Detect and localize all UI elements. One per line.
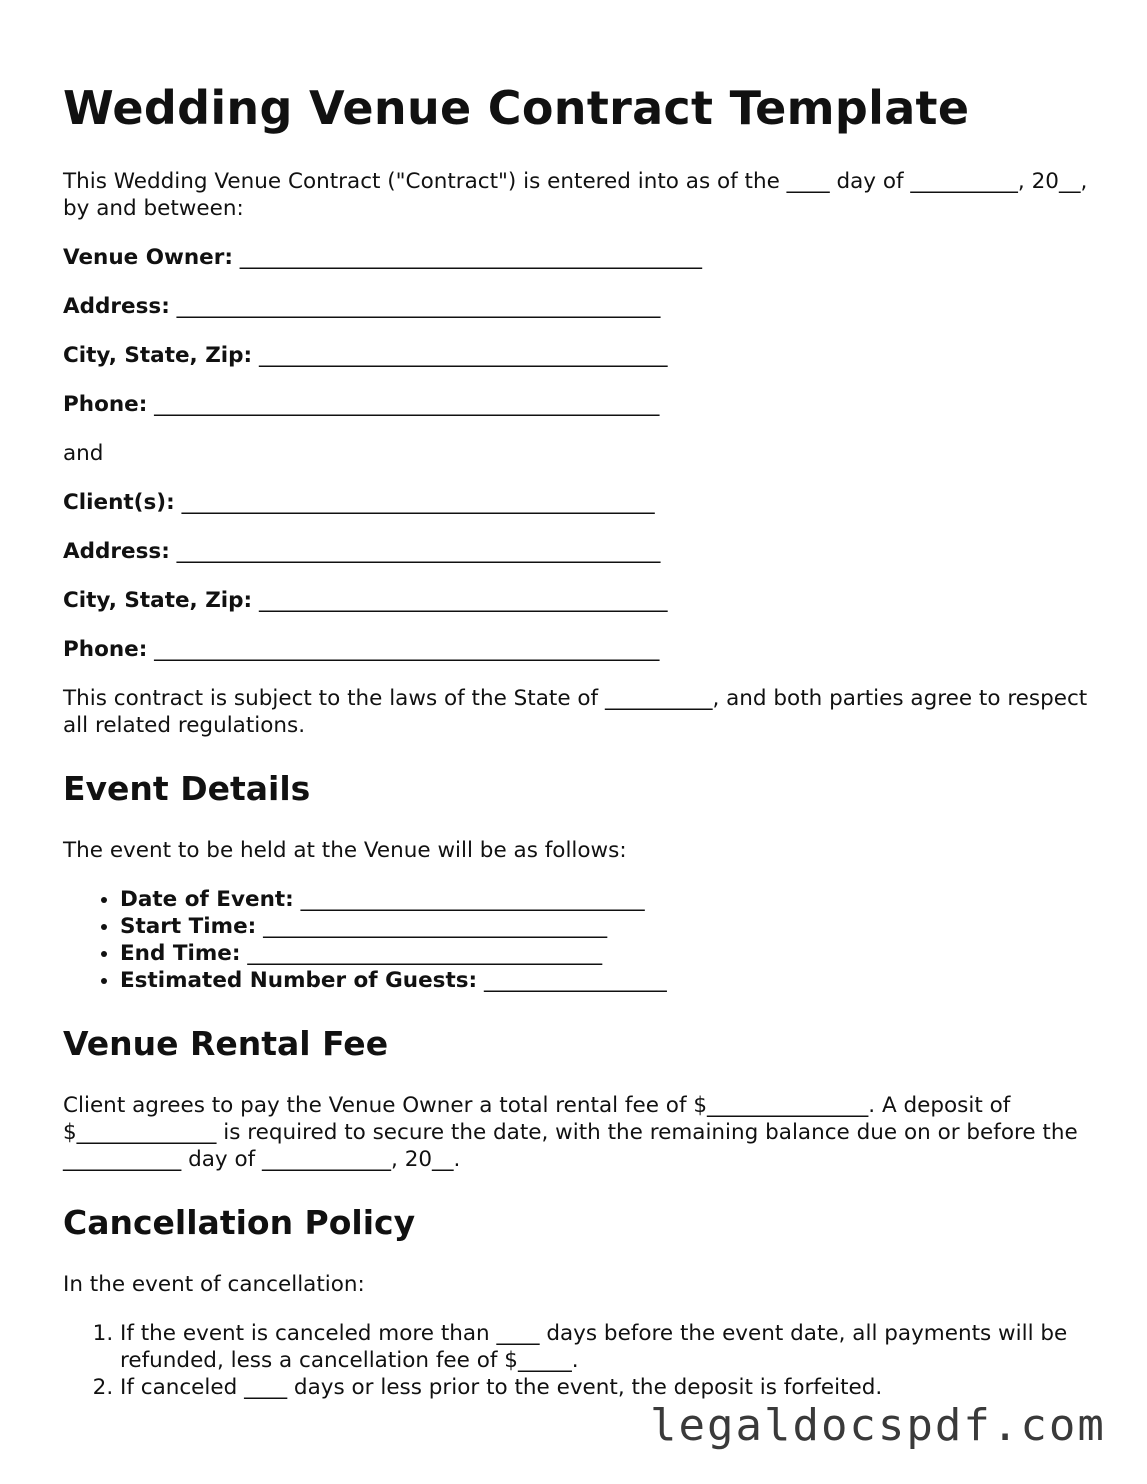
owner-city-field [63, 342, 1093, 369]
client-address-field [63, 538, 1093, 565]
client-label: Client(s): [63, 490, 175, 515]
end-time-blank: _________________________________ [247, 941, 603, 966]
client-phone-field [63, 636, 1093, 663]
owner-address-blank: _____________________________________________ [176, 294, 661, 319]
owner-address-label: Address: [63, 294, 170, 319]
guests-label: Estimated Number of Guests: [120, 968, 478, 993]
watermark: legaldocspdf.com [650, 1400, 1106, 1451]
end-time-label: End Time: [120, 941, 241, 966]
client-address-blank: _____________________________________________ [176, 539, 661, 564]
venue-owner-field [63, 244, 1093, 271]
venue-owner-blank: ___________________________________________ [239, 245, 703, 270]
client-phone-blank: _______________________________________________ [154, 637, 660, 662]
rental-fee-paragraph: Client agrees to pay the Venue Owner a total rental fee of $_______________. A deposit of $_____________ is required to secure the date, with the remaining balance due on or before the ___________ day of ____________, 20__. [63, 1093, 1078, 1172]
owner-phone-field [63, 391, 1093, 418]
cancellation-heading: Cancellation Policy [63, 1203, 416, 1242]
client-city-field [63, 587, 1093, 614]
and-text: and [63, 441, 104, 466]
law-paragraph: This contract is subject to the laws of the State of __________, and both parties agree to respect all related regulations. [63, 686, 1088, 738]
list-item [120, 886, 1093, 913]
client-field [63, 489, 1093, 516]
start-time-blank: ________________________________ [263, 914, 608, 939]
owner-phone-label: Phone: [63, 392, 148, 417]
cancellation-list [63, 1320, 1093, 1401]
event-details-list [63, 886, 1093, 994]
event-date-label: Date of Event: [120, 887, 294, 912]
guests-blank: _________________ [484, 968, 667, 993]
owner-address-field [63, 293, 1093, 320]
list-item [120, 967, 1093, 994]
client-city-blank: ______________________________________ [259, 588, 668, 613]
page-title: Wedding Venue Contract Template [63, 81, 970, 135]
event-intro: The event to be held at the Venue will be as follows: [63, 838, 627, 863]
list-item: 1. If the event is canceled more than ____ days before the event date, all payments will be refunded, less a cancellation fee of $_____. [120, 1320, 1093, 1374]
owner-city-label: City, State, Zip: [63, 343, 253, 368]
client-city-label: City, State, Zip: [63, 588, 253, 613]
list-item [120, 913, 1093, 940]
list-item [120, 940, 1093, 967]
venue-owner-label: Venue Owner: [63, 245, 233, 270]
document-page [63, 78, 1093, 1423]
owner-phone-blank: _______________________________________________ [154, 392, 660, 417]
cancellation-intro: In the event of cancellation: [63, 1272, 365, 1297]
owner-city-blank: ______________________________________ [259, 343, 668, 368]
intro-paragraph: This Wedding Venue Contract ("Contract") is entered into as of the ____ day of __________, 20__, by and between: [63, 169, 1088, 221]
event-details-heading: Event Details [63, 769, 311, 808]
client-address-label: Address: [63, 539, 170, 564]
rental-fee-heading: Venue Rental Fee [63, 1024, 389, 1063]
list-item: 2. If canceled ____ days or less prior to the event, the deposit is forfeited. [120, 1374, 1093, 1401]
event-date-blank: ________________________________ [300, 887, 645, 912]
client-blank: ____________________________________________ [181, 490, 655, 515]
start-time-label: Start Time: [120, 914, 257, 939]
client-phone-label: Phone: [63, 637, 148, 662]
